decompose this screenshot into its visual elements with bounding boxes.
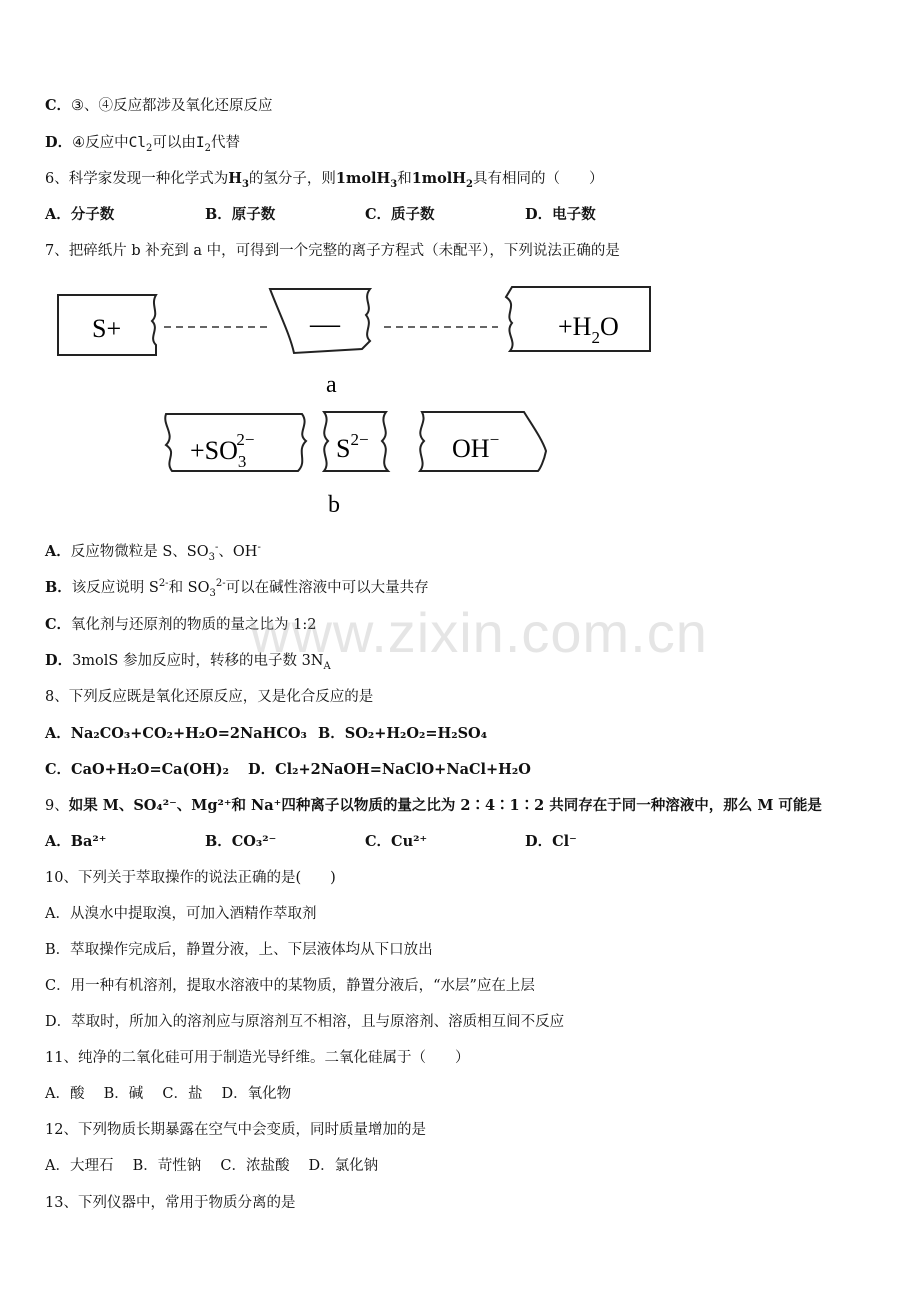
q12-options: A．大理石 B．苛性钠 C．浓盐酸 D．氯化钠	[45, 1158, 379, 1174]
q8-option-b: B．SO₂+H₂O₂=H₂SO₄	[318, 725, 488, 742]
question-6: 6、科学家发现一种化学式为$H_3$的氢分子，则1molH$_3$和1molH$_2$具有相同的（ ）	[45, 170, 604, 190]
q8-option-d: D．Cl₂+2NaOH=NaClO+NaCl+H₂O	[248, 761, 531, 778]
q6-option-a: A．分子数	[45, 206, 115, 223]
q10-option-a: A．从溴水中提取溴，可加入酒精作萃取剂	[45, 906, 317, 922]
piece-middle-text: —	[310, 307, 340, 340]
q8-option-c: C．CaO+H₂O=Ca(OH)₂	[45, 761, 229, 778]
question-8: 8、下列反应既是氧化还原反应，又是化合反应的是	[45, 689, 374, 705]
question-9: 9、如果 M、SO₄²⁻、Mg²⁺和 Na⁺四种离子以物质的量之比为 2∶4∶1∶2 共同存在于同一种溶液中，那么 M 可能是	[45, 797, 822, 814]
q10-option-d: D．萃取时，所加入的溶剂应与原溶剂互不相溶，且与原溶剂、溶质相互间不反应	[45, 1014, 565, 1030]
paper-pieces-figure	[40, 275, 670, 520]
q7-option-d: D．3molS 参加反应时，转移的电子数 $3N_A$	[45, 652, 331, 672]
watermark: www.zixin.com.cn	[250, 601, 708, 664]
piece-water-text: $+H_2O$	[558, 312, 619, 347]
option-d-prev: D．④反应中$Cl_2$可以由$I_2$代替	[45, 134, 241, 154]
q11-options: A．酸 B．碱 C．盐 D．氧化物	[45, 1086, 292, 1102]
label-b: b	[328, 492, 340, 518]
q7-option-a: A．反应物微粒是 S、$SO_3^-$、OH-	[45, 542, 261, 563]
q6-option-b: B．原子数	[205, 206, 276, 223]
q7-option-b: B．该反应说明 $S^{2-}$和 $SO_3^{2-}$可以在碱性溶液中可以大量共存	[45, 578, 429, 599]
question-11: 11、纯净的二氧化硅可用于制造光导纤维。二氧化硅属于（ ）	[45, 1050, 470, 1066]
q9-option-d: D．Cl⁻	[525, 833, 577, 850]
q10-option-b: B．萃取操作完成后，静置分液，上、下层液体均从下口放出	[45, 942, 433, 958]
label-a: a	[326, 372, 337, 398]
q9-option-a: A．Ba²⁺	[45, 833, 107, 850]
option-c-prev: C．③、④反应都涉及氧化还原反应	[45, 97, 273, 114]
q6-option-d: D．电子数	[525, 206, 596, 223]
question-10: 10、下列关于萃取操作的说法正确的是( )	[45, 870, 336, 886]
q7-option-c: C．氧化剂与还原剂的物质的量之比为 1:2	[45, 616, 317, 633]
question-12: 12、下列物质长期暴露在空气中会变质，同时质量增加的是	[45, 1122, 426, 1138]
question-13: 13、下列仪器中，常用于物质分离的是	[45, 1195, 296, 1211]
q9-option-b: B．CO₃²⁻	[205, 833, 277, 850]
q10-option-c: C．用一种有机溶剂，提取水溶液中的某物质，静置分液后，“水层”应在上层	[45, 978, 535, 994]
piece-s-plus-text: S+	[92, 314, 122, 343]
q6-option-c: C．质子数	[365, 206, 435, 223]
q8-option-a: A．Na₂CO₃+CO₂+H₂O=2NaHCO₃	[45, 725, 307, 742]
question-7: 7、把碎纸片 b 补充到 a 中，可得到一个完整的离子方程式（未配平），下列说法正确的是	[45, 243, 620, 259]
q9-option-c: C．Cu²⁺	[365, 833, 428, 850]
piece-oh-text: OH−	[452, 430, 500, 463]
piece-s2-text: $S^{2-}$	[336, 430, 369, 463]
piece-so3-text: $+SO_32-$	[190, 430, 255, 471]
